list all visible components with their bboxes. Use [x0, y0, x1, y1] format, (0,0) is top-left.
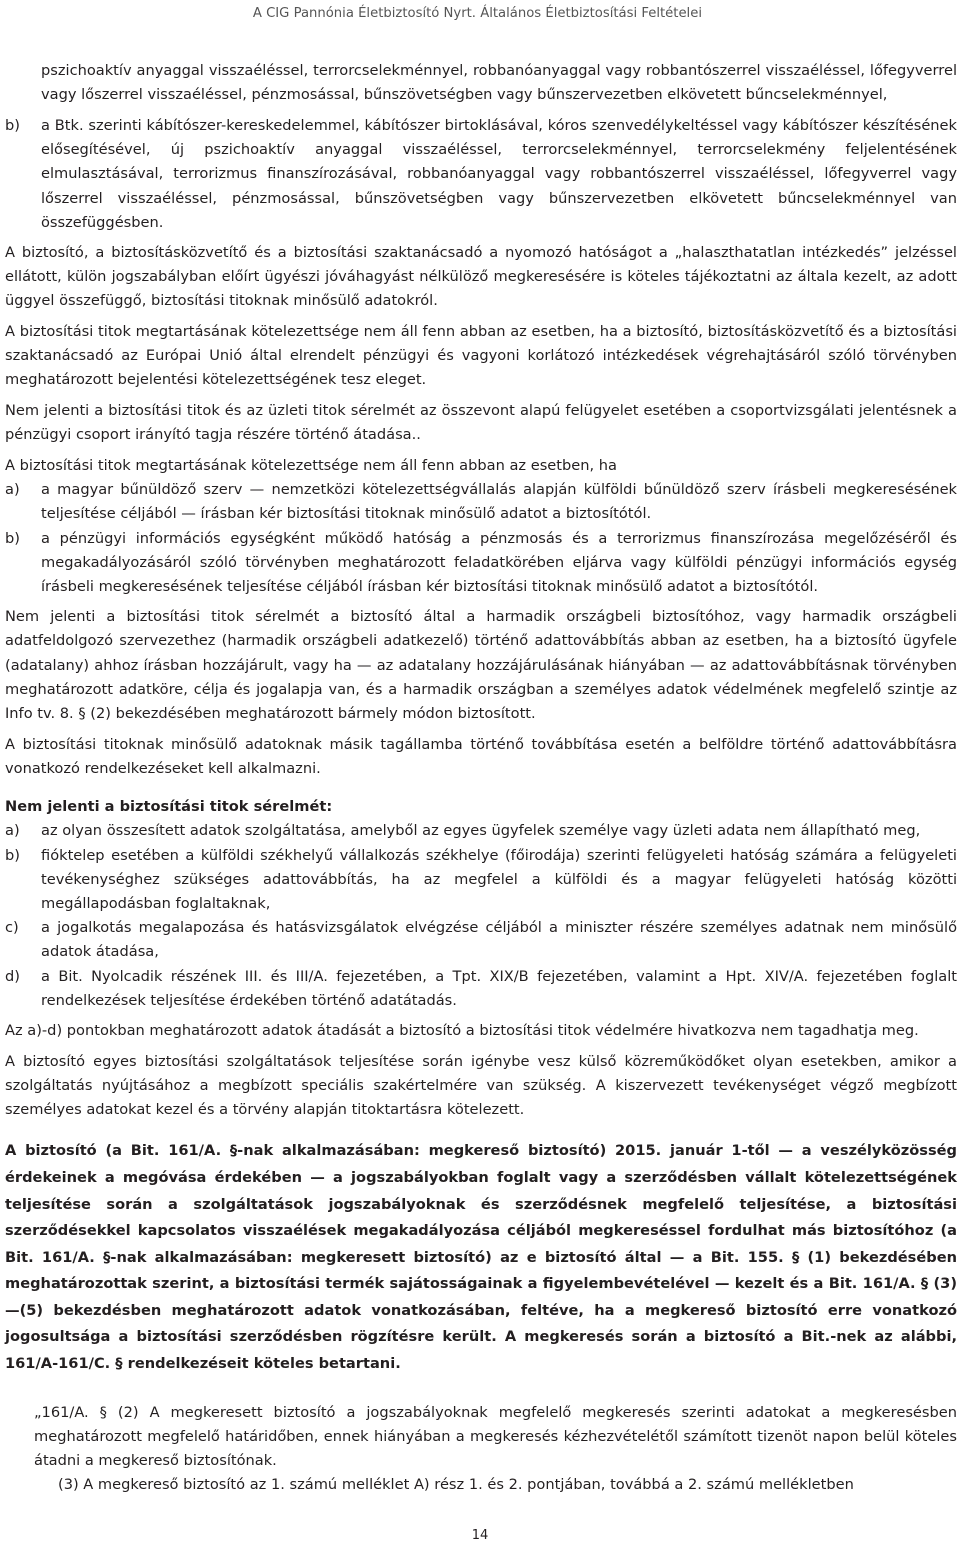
- quoted-paragraph: „161/A. § (2) A megkeresett biztosító a jogszabályoknak megfelelő megkeresés szerinti adatokat a megkeresésben meghatározott megfelelő határidőben, ennek hiányában a megkeresés kézhezvételétől számított tizenöt napon belül köteles átadni a megkereső biztosítónak.: [34, 1403, 957, 1470]
- list-text: az olyan összesített adatok szolgáltatása, amelyből az egyes ügyfelek személye vagy üzleti adata nem állapítható meg,: [41, 822, 921, 840]
- list-item-a: [5, 819, 957, 843]
- list-text: a magyar bűnüldöző szerv — nemzetközi kötelezettségvállalás alapján külföldi bűnüldöző szerv írásbeli megkeresésének teljesítése céljából — írásban kér biztosítási titoknak minősülő adatot a biztosítótól.: [41, 481, 957, 523]
- list-text: a Bit. Nyolcadik részének III. és III/A. fejezetében, a Tpt. XIX/B fejezetében, valamint a Hpt. XIV/A. fejezetében foglalt rendelkezések teljesítése érdekében történő adatátadás.: [41, 967, 957, 1009]
- list-label: b): [5, 116, 20, 134]
- list-label: b): [5, 846, 20, 864]
- bold-paragraph: A biztosító (a Bit. 161/A. §-nak alkalmazásában: megkereső biztosító) 2015. január 1-től — a veszélyközösség érdekeinek a megóvása érdekében — a jogszabályokban foglalt vagy a szerződésben vállalt kötelezettségének teljesítése során a szolgáltatások jogszabályoknak és szerződésnek megfelelő teljesítése, a biztosítási szerződésekkel kapcsolatos visszaélések megakadályozása céljából megkereséssel fordulhat más biztosítóhoz (a Bit. 161/A. §-nak alkalmazásában: megkeresett biztosító) az e biztosító által — a Bit. 155. § (1) bekezdésében meghatározottak szerint, a biztosítási termék sajátosságainak a figyelembevételével — kezelt és a Bit. 161/A. § (3)—(5) bekezdésben meghatározott adatok vonatkozásában, feltéve, ha a megkereső biztosító erre vonatkozó jogosultsága a biztosítási szerződésben rögzítésre került. A megkeresés során a biztosító a Bit.-nek az alábbi, 161/A-161/C. § rendelkezéseit köteles betartani.: [5, 1142, 957, 1373]
- paragraph: Nem jelenti a biztosítási titok és az üzleti titok sérelmét az összevont alapú felügyelet esetében a csoportvizsgálati jelentésnek a pénzügyi csoport irányító tagja részére történő átadása..: [5, 402, 957, 444]
- paragraph: A biztosítási titok megtartásának kötelezettsége nem áll fenn abban az esetben, ha a biztosító, biztosításközvetítő és a biztosítási szaktanácsadó az Európai Unió által elrendelt pénzügyi és vagyoni korlátozó intézkedések végrehajtásáról szóló törvényben meghatározott bejelentési kötelezettségének tesz eleget.: [5, 323, 957, 389]
- list-label: c): [5, 919, 19, 937]
- list-item-b: [5, 114, 957, 235]
- list-text: a Btk. szerinti kábítószer-kereskedelemmel, kábítószer birtoklásával, kóros szenvedélykeltéssel vagy kábítószer készítésének elősegítésével, új pszichoaktív anyaggal visszaéléssel, terrorcselekménnyel, terrorcselekmény feljelentésének elmulasztásával, terrorizmus finanszírozásával, robbanóanyaggal vagy robbantószerrel visszaéléssel, lőfegyverrel vagy lőszerrel visszaéléssel, pénzmosással, bűnszövetségben vagy bűnszervezetben elkövetett bűncselekménnyel van összefüggésben.: [41, 116, 957, 231]
- list-item-b: [5, 527, 957, 600]
- document-body: [5, 59, 957, 1504]
- paragraph: A biztosítási titoknak minősülő adatoknak másik tagállamba történő továbbítása esetén a belföldre történő adattovábbításra vonatkozó rendelkezéseket kell alkalmazni.: [5, 735, 957, 777]
- list-text: a jogalkotás megalapozása és hatásvizsgálatok elvégzése céljából a miniszter részére személyes adatnak nem minősülő adatok átadása,: [41, 919, 957, 961]
- list-item-a: [5, 478, 957, 526]
- list-label: a): [5, 822, 20, 840]
- section-heading: Nem jelenti a biztosítási titok sérelmét:: [5, 798, 333, 816]
- paragraph: Nem jelenti a biztosítási titok sérelmét a biztosító által a harmadik országbeli biztosítóhoz, vagy harmadik országbeli adatfeldolgozó szervezethez (harmadik országbeli adatkezelő) történő adattovábbítás abban az esetben, ha a biztosító ügyfele (adatalany) ahhoz írásban hozzájárult, vagy ha — az adatalany hozzájárulásának hiányában — az adattovábbításnak törvényben meghatározott adatköre, célja és jogalapja van, és a harmadik országban a személyes adatok védelmének megfelelő szintje az Info tv. 8. § (2) bekezdésében meghatározott bármely módon biztosított.: [5, 608, 957, 723]
- paragraph: A biztosító egyes biztosítási szolgáltatások teljesítése során igénybe vesz külső közreműködőket olyan esetekben, amikor a szolgáltatás nyújtásához a megbízott speciális szakértelmére van szükség. A kiszervezett tevékenységet végző megbízott személyes adatokat kezel és a törvény alapján titoktartásra kötelezett.: [5, 1052, 957, 1119]
- list-item-d: [5, 965, 957, 1013]
- paragraph: A biztosítási titok megtartásának kötelezettsége nem áll fenn abban az esetben, ha: [5, 457, 617, 475]
- paragraph: Az a)-d) pontokban meghatározott adatok átadását a biztosító a biztosítási titok védelmére hivatkozva nem tagadhatja meg.: [5, 1022, 919, 1040]
- list-text: fióktelep esetében a külföldi székhelyű vállalkozás székhelye (főirodája) szerinti felügyeleti hatóság számára a felügyeleti tevékenységhez szükséges adattovábbítás, ha az megfelel a külföldi és a magyar felügyeleti hatóság közötti megállapodásban foglaltaknak,: [41, 846, 957, 912]
- running-header: A CIG Pannónia Életbiztosító Nyrt. Általános Életbiztosítási Feltételei: [252, 6, 702, 21]
- paragraph: A biztosító, a biztosításközvetítő és a biztosítási szaktanácsadó a nyomozó hatóságot a „halaszthatatlan intézkedés” jelzéssel ellátott, külön jogszabályban előírt ügyészi jóváhagyást nélkülöző megkeresésére is köteles tájékoztatni az általa kezelt, az adott üggyel összefüggő, biztosítási titoknak minősülő adatokról.: [5, 243, 957, 310]
- list-label: d): [5, 967, 20, 985]
- continued-paragraph: pszichoaktív anyaggal visszaéléssel, terrorcselekménnyel, robbanóanyaggal vagy robbantószerrel visszaéléssel, lőfegyverrel vagy lőszerrel visszaéléssel, pénzmosással, bűnszövetségben vagy bűnszervezetben elkövetett bűncselekménnyel,: [41, 62, 957, 104]
- list-item-c: [5, 916, 957, 964]
- list-label: b): [5, 529, 20, 547]
- page-number: 14: [471, 1528, 489, 1543]
- list-text: a pénzügyi információs egységként működő hatóság a pénzmosás és a terrorizmus finanszírozása megelőzéséről és megakadályozásáról szóló törvényben meghatározott feladatkörében eljárva vagy külföldi pénzügyi információs egység írásbeli megkeresésének teljesítése céljából írásban kér biztosítási titoknak minősülő adatot a biztosítótól.: [41, 529, 957, 596]
- list-item-b: [5, 844, 957, 917]
- list-label: a): [5, 481, 20, 499]
- quoted-paragraph: (3) A megkereső biztosító az 1. számú melléklet A) rész 1. és 2. pontjában, továbbá a 2. számú mellékletben: [58, 1476, 854, 1494]
